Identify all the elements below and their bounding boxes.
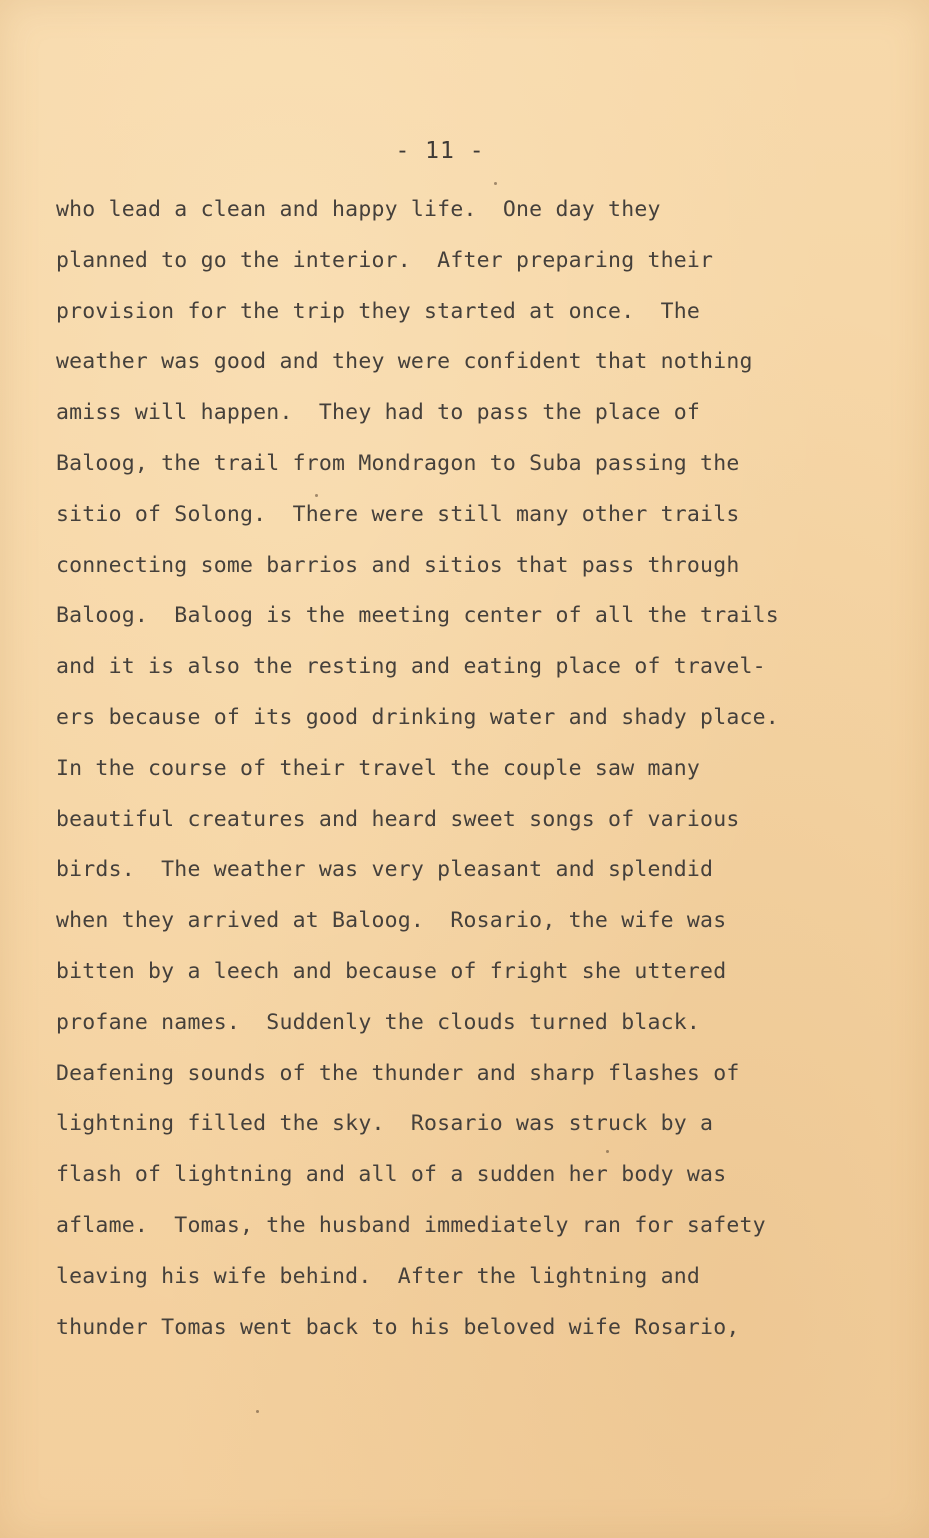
text-line: leaving his wife behind. After the lightning and bbox=[56, 1263, 701, 1289]
paper-speck bbox=[315, 494, 318, 497]
text-line: Baloog, the trail from Mondragon to Suba passing the bbox=[56, 450, 740, 476]
text-line: connecting some barrios and sitios that pass through bbox=[56, 552, 740, 578]
text-line: amiss will happen. They had to pass the place of bbox=[56, 400, 701, 426]
text-line: Deafening sounds of the thunder and sharp flashes of bbox=[56, 1060, 740, 1086]
paper-speck bbox=[606, 1150, 609, 1153]
text-line: planned to go the interior. After preparing their bbox=[56, 247, 714, 273]
text-line: flash of lightning and all of a sudden her body was bbox=[56, 1162, 727, 1188]
text-line: Baloog. Baloog is the meeting center of all the trails bbox=[56, 603, 779, 629]
text-line: aflame. Tomas, the husband immediately ran for safety bbox=[56, 1212, 766, 1238]
text-line: bitten by a leech and because of fright she uttered bbox=[56, 958, 727, 984]
paper-speck bbox=[256, 1410, 259, 1413]
text-line: sitio of Solong. There were still many other trails bbox=[56, 501, 740, 527]
paper-speck bbox=[494, 182, 497, 185]
body-text bbox=[56, 190, 916, 1358]
page-number: - 11 - bbox=[395, 138, 485, 164]
text-line: weather was good and they were confident that nothing bbox=[56, 349, 753, 375]
text-line: thunder Tomas went back to his beloved wife Rosario, bbox=[56, 1314, 740, 1340]
text-line: when they arrived at Baloog. Rosario, the wife was bbox=[56, 908, 727, 934]
text-line: profane names. Suddenly the clouds turned black. bbox=[56, 1009, 701, 1035]
text-line: beautiful creatures and heard sweet songs of various bbox=[56, 806, 740, 832]
text-line: who lead a clean and happy life. One day they bbox=[56, 197, 661, 222]
text-line: birds. The weather was very pleasant and splendid bbox=[56, 857, 714, 883]
text-line: ers because of its good drinking water and shady place. bbox=[56, 704, 779, 730]
text-line: and it is also the resting and eating place of travel- bbox=[56, 654, 766, 680]
text-line: In the course of their travel the couple saw many bbox=[56, 755, 701, 781]
text-line: provision for the trip they started at once. The bbox=[56, 298, 701, 324]
text-line: lightning filled the sky. Rosario was struck by a bbox=[56, 1111, 714, 1137]
